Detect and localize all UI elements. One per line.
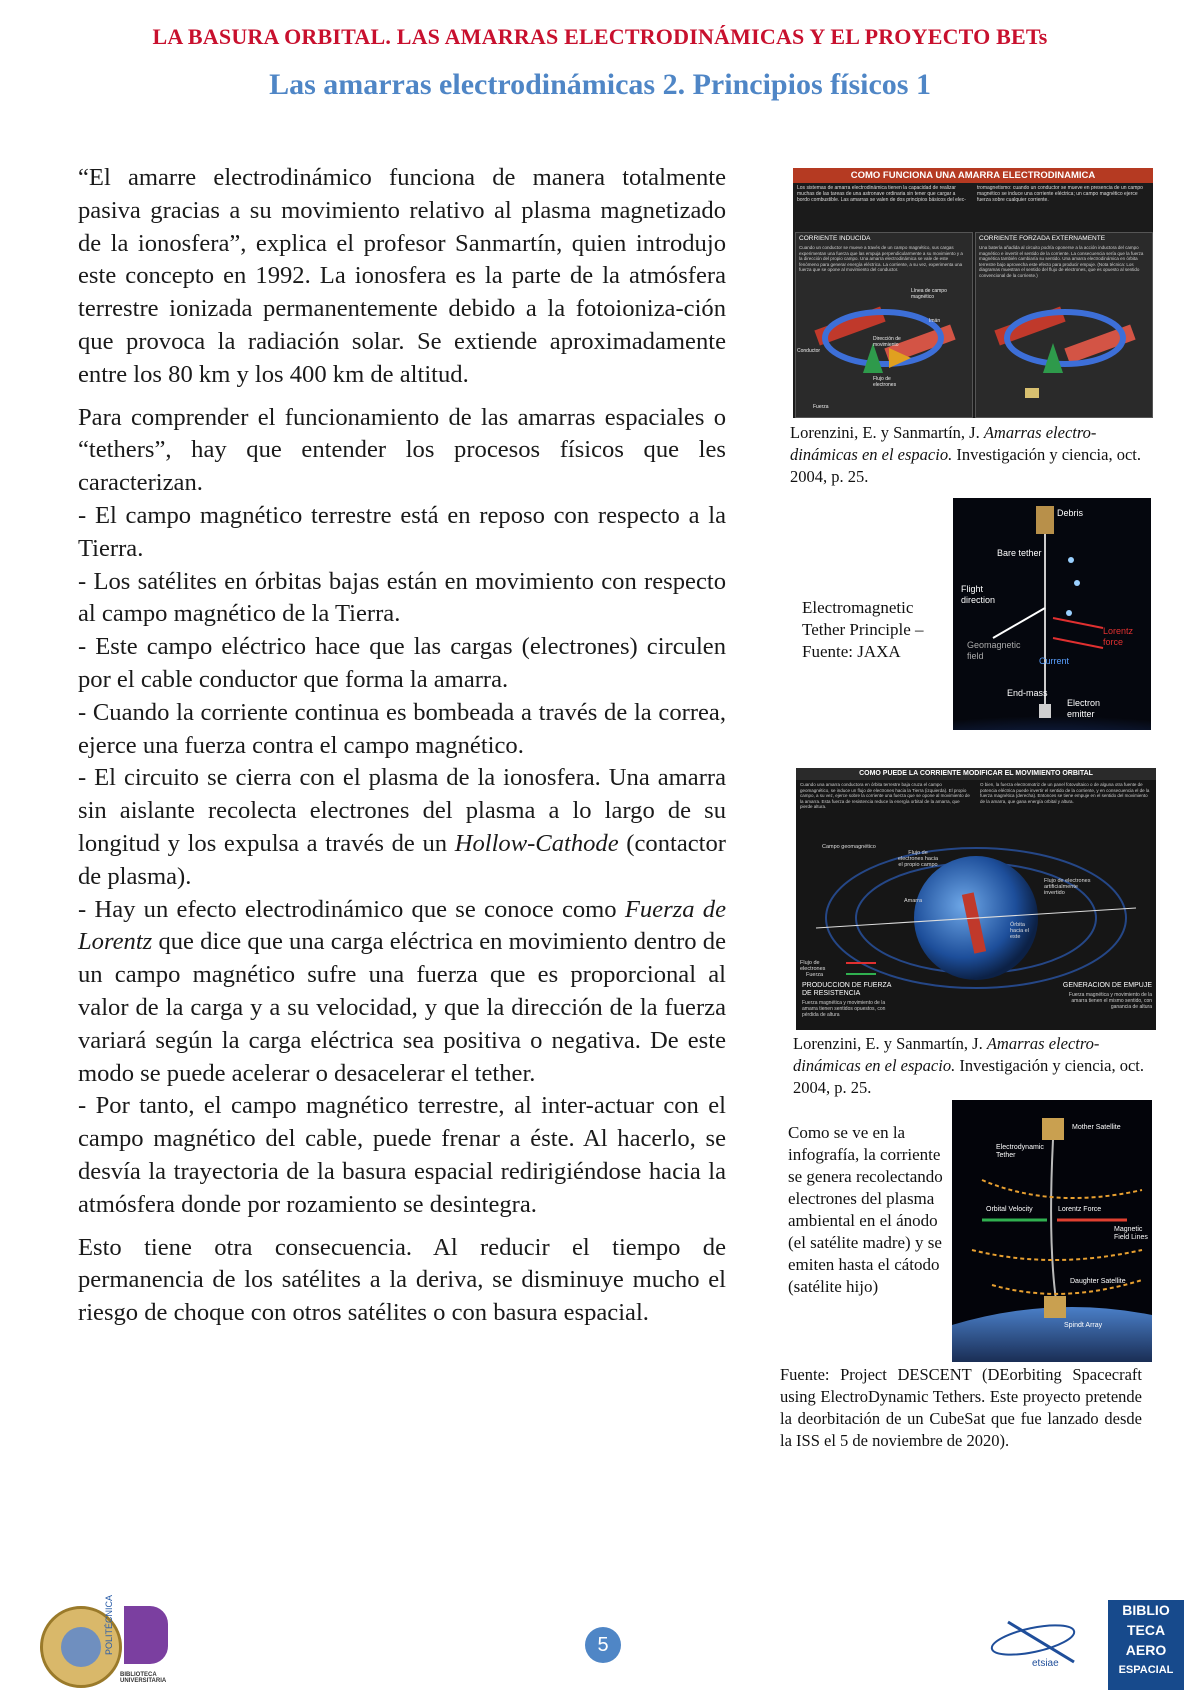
footer-biblioteca-label: BIBLIOTECA UNIVERSITARIA <box>120 1672 167 1684</box>
force-arrow-right <box>1043 343 1063 373</box>
footer-biblioteca-logo <box>124 1606 176 1666</box>
aero-line-2: TECA <box>1126 1622 1166 1638</box>
figure-1-intro-left: Los sistemas de amarra electrodinámica tienen la capacidad de realizar muchas de las tareas de una astronave ordinaria sin tener que cargar a bordo combustible. Las amarras se valen de dos principios básicos del elec- <box>797 185 966 203</box>
descent-label-orbital: Orbital Velocity <box>986 1206 1033 1213</box>
fig3-bottom-right-heading: GENERACION DE EMPUJE <box>1062 982 1152 989</box>
fig3-bottom-right-text: Fuerza magnética y movimiento de la amarra tienen el mismo sentido, con ganancia de altura <box>1068 992 1152 1010</box>
daughter-satellite <box>1044 1296 1066 1318</box>
jaxa-label-emitter: Electron emitter <box>1067 698 1101 719</box>
bullet-2: - Los satélites en órbitas bajas están en movimiento con respecto al campo magnético de la Tierra. <box>78 567 726 628</box>
paragraph-consequence: Esto tiene otra consecuencia. Al reducir el tiempo de permanencia de los satélites a la deriva, se disminuye mucho el riesgo de choque con otros satélites o con basura espacial. <box>78 1233 726 1327</box>
bullet-6: - Hay un efecto electrodinámico que se conoce como Fuerza de Lorentz que dice que una carga eléctrica en movimiento dentro de un campo magnético sufre una fuerza que es proporcional al valor de la carga y a su velocidad, y que la dirección de la fuerza variará según la carga eléctrica sea positiva o negativa. De este modo se puede acelerar o desacelerar el tether. <box>78 895 726 1087</box>
fig3-bottom-left-heading: PRODUCCION DE FUERZA DE RESISTENCIA <box>802 982 892 997</box>
figure-2-caption: Electromagnetic Tether Principle – Fuente: JAXA <box>802 598 924 661</box>
figure-1-label-conductor: Conductor <box>797 348 821 354</box>
figure-3-caption: Lorenzini, E. y Sanmartín, J. Amarras electro-dinámicas en el espacio. Investigación y ciencia, oct. 2004, p. 25. <box>793 1034 1144 1097</box>
bullet-1: - El campo magnético terrestre está en reposo con respecto a la Tierra. <box>78 501 726 562</box>
figure-1-label-force: Fuerza <box>813 404 829 410</box>
aero-line-4: ESPACIAL <box>1118 1664 1174 1676</box>
end-mass <box>1039 704 1051 718</box>
figure-1-right-text: Una batería añadida al circuito podría oponerse a la acción inductora del campo magnético e invertir el sentido de la corriente. La consecuencia sería que la fuerza magnética también cambiaría su sentido. Una amarra electrodinámica en órbita terrestre bajo aprovecha este efecto para producir empuje. (Nota técnica: Los diagramas muestran el sentido del flujo de electrones, que es opuesto al sentido convencional de la corriente.) <box>979 245 1144 278</box>
figure-1-right-heading: CORRIENTE FORZADA EXTERNAMENTE <box>979 235 1106 242</box>
descent-label-mfl: Magnetic Field Lines <box>1114 1226 1148 1241</box>
field-line <box>972 1250 1142 1260</box>
figure-1-intro-right: tromagnetismo: cuando un conductor se mueve en presencia de un campo magnético se induce una corriente eléctrica; un campo magnético ejerce fuerza sobre cualquier corriente. <box>977 185 1143 203</box>
jaxa-label-end-mass: End-mass <box>1007 688 1048 698</box>
footer-biblioteca-aero <box>1108 1600 1184 1690</box>
fig3-label-flujo-campo: Flujo de electrones hacia el propio campo <box>897 850 939 868</box>
lorentz-arrow <box>1053 638 1103 648</box>
flight-arrow <box>993 608 1045 638</box>
paragraph-intro: “El amarre electrodinámico funciona de manera totalmente pasiva gracias a su movimiento relativo al plasma magnetizado de la ionosfera”, explica el profesor Sanmartín, quien introdujo este concepto en 1992. La ionosfera es la parte de la atmósfera terrestre ionizada permanentemente debido a la fotoioniza-ción que provoca la radiación solar. Se extiende aproximadamente entre los 80 km y los 400 km de altitud. <box>78 164 726 388</box>
mother-satellite <box>1042 1118 1064 1140</box>
figure-1-label-electron-flow: Flujo de electrones <box>873 376 897 388</box>
fig3-label-flujo: Flujo de electrones <box>800 960 826 972</box>
figure-jaxa-tether-principle <box>953 498 1151 730</box>
descent-label-mother: Mother Satellite <box>1072 1124 1121 1131</box>
hollow-cathode-term: Hollow-Cathode <box>454 829 619 857</box>
footer-upm-label: POLITÉCNICA <box>104 1594 114 1655</box>
figure-1-illustration <box>793 168 1153 418</box>
descent-label-edt: Electrodynamic Tether <box>996 1144 1044 1159</box>
jaxa-label-flight: Flight direction <box>961 584 996 605</box>
fig3-label-flujo-invertido: Flujo de electrones artificialmente invertido <box>1044 878 1091 896</box>
battery-icon <box>1025 388 1039 398</box>
lorentz-arrow <box>1053 618 1103 628</box>
etsiae-label: etsiae <box>1032 1658 1059 1669</box>
figure-descent-tether <box>952 1100 1152 1362</box>
paragraph-physics <box>78 402 726 1222</box>
figure-1-caption: Lorenzini, E. y Sanmartín, J. Amarras electro-dinámicas en el espacio. Investigación y ciencia, oct. 2004, p. 25. <box>790 423 1141 486</box>
seal-inner <box>61 1627 101 1667</box>
main-text-column <box>78 162 726 1340</box>
fig3-label-fuerza: Fuerza <box>806 972 824 978</box>
aero-line-1: BIBLIO <box>1122 1602 1170 1618</box>
fig3-label-campo: Campo geomagnético <box>822 844 876 850</box>
lorentz-term: Fuerza de Lorentz <box>78 895 726 956</box>
jaxa-label-geomagnetic: Geomagnetic field <box>967 640 1021 661</box>
figure-1-left-heading: CORRIENTE INDUCIDA <box>799 235 871 242</box>
document-subtitle: Las amarras electrodinámicas 2. Principios físicos 1 <box>269 68 931 101</box>
bullet-3: - Este campo eléctrico hace que las cargas (electrones) circulen por el cable conductor que forma la amarra. <box>78 633 726 693</box>
fig3-bottom-left-text: Fuerza magnética y movimiento de la amarra tienen sentidos opuestos, con pérdida de altura <box>802 1000 886 1018</box>
debris-satellite <box>1036 506 1054 534</box>
figure-1-label-direction: Dirección de movimiento <box>873 336 901 348</box>
figure-current-orbital-motion <box>796 768 1156 1030</box>
tether-curve <box>1051 1140 1056 1300</box>
descent-label-lorentz: Lorentz Force <box>1058 1206 1102 1213</box>
jaxa-label-lorentz: Lorentz force <box>1103 626 1134 647</box>
field-line <box>982 1180 1142 1198</box>
figure-how-tether-works <box>793 168 1153 418</box>
electron-dot <box>1074 580 1080 586</box>
electron-dot <box>1068 557 1074 563</box>
page-number: 5 <box>585 1627 621 1663</box>
descent-label-spindt: Spindt Array <box>1064 1322 1103 1329</box>
jaxa-label-bare-tether: Bare tether <box>997 548 1042 558</box>
figure-1-left-text: Cuando un conductor se mueve a través de un campo magnético, sus cargas experimentan una fuerza que las empuja perpendicularmente a su movimiento y a la dirección del propio campo. Una amarra electrodinámica se vale de este fenómeno para generar energía eléctrica. La corriente, a su vez, experimenta una fuerza que se opone al movimiento del conductor. <box>799 245 963 272</box>
bullet-7: - Por tanto, el campo magnético terrestre, al inter-actuar con el campo magnético del cable, puede frenar a éste. Al hacerlo, se desvía la trayectoria de la basura espacial redirigiéndose hacia la atmósfera donde por rozamiento se desintegra. <box>78 1092 726 1218</box>
jaxa-label-current: Current <box>1039 656 1070 666</box>
fig3-label-amarra: Amarra <box>904 898 923 904</box>
figure-1-label-magnet: Imán <box>929 318 941 324</box>
footer-etsiae-logo <box>988 1612 1088 1672</box>
figure-4-caption: Fuente: Project DESCENT (DEorbiting Spacecraft using ElectroDynamic Tethers. Este proyecto pretende la deorbitación de un CubeSat que fue lanzado desde la ISS el 5 de noviembre de 2020). <box>780 1365 1142 1450</box>
bullet-4: - Cuando la corriente continua es bombeada a través de la correa, ejerce una fuerza contra el campo magnético. <box>78 698 726 759</box>
fig3-label-orbita: Órbita hacia el este <box>1010 922 1029 940</box>
electron-dot <box>1066 610 1072 616</box>
document-header-title: LA BASURA ORBITAL. LAS AMARRAS ELECTRODINÁMICAS Y EL PROYECTO BETs <box>152 24 1048 49</box>
aero-line-3: AERO <box>1125 1642 1167 1658</box>
figure-3-intro-right: O bien, la fuerza electromotriz de un panel fotovoltaico o de alguna otra fuente de potencia eléctrica puede invertir el sentido de la corriente, y en consecuencia el de la fuerza magnética (derecha). Entonces se tiene empuje en el sentido del movimiento de la amarra, que gana energía orbital y altura. <box>980 782 1150 804</box>
biblioteca-b-mark <box>124 1606 168 1664</box>
bullet-5: - El circuito se cierra con el plasma de la ionosfera. Una amarra sin aislante recolecta electrones del plasma a lo largo de su longitud y los expulsa a través de un Hollow-Cathode (contactor de plasma). <box>78 764 726 890</box>
jaxa-label-debris: Debris <box>1057 508 1084 518</box>
figure-2-illustration <box>953 498 1151 730</box>
figure-1-label-field-line: Línea de campo magnético <box>911 288 947 300</box>
figure-3-banner: COMO PUEDE LA CORRIENTE MODIFICAR EL MOVIMIENTO ORBITAL <box>796 768 1156 780</box>
figure-3-intro-left: Cuando una amarra conductora en órbita terrestre baja cruza el campo geomagnético, se induce un flujo de electrones hacia la Tierra (izquierda). El propio campo, a su vez, ejerce sobre la corriente una fuerza que se opone al movimiento de la amarra. Esta fuerza de resistencia reduce la energía orbital de la amarra, que pierde altura. <box>800 782 970 809</box>
figure-1-banner: COMO FUNCIONA UNA AMARRA ELECTRODINAMICA <box>793 168 1153 183</box>
physics-intro: Para comprender el funcionamiento de las amarras espaciales o “tethers”, hay que entender los procesos físicos que les caracterizan. <box>78 403 726 497</box>
descent-label-daughter: Daughter Satellite <box>1070 1278 1126 1285</box>
figure-4-side-text: Como se ve en la infografía, la corriente se genera recolectando electrones del plasma ambiental en el ánodo (el satélite madre) y se emiten hasta el cátodo (satélite hijo) <box>788 1123 943 1296</box>
